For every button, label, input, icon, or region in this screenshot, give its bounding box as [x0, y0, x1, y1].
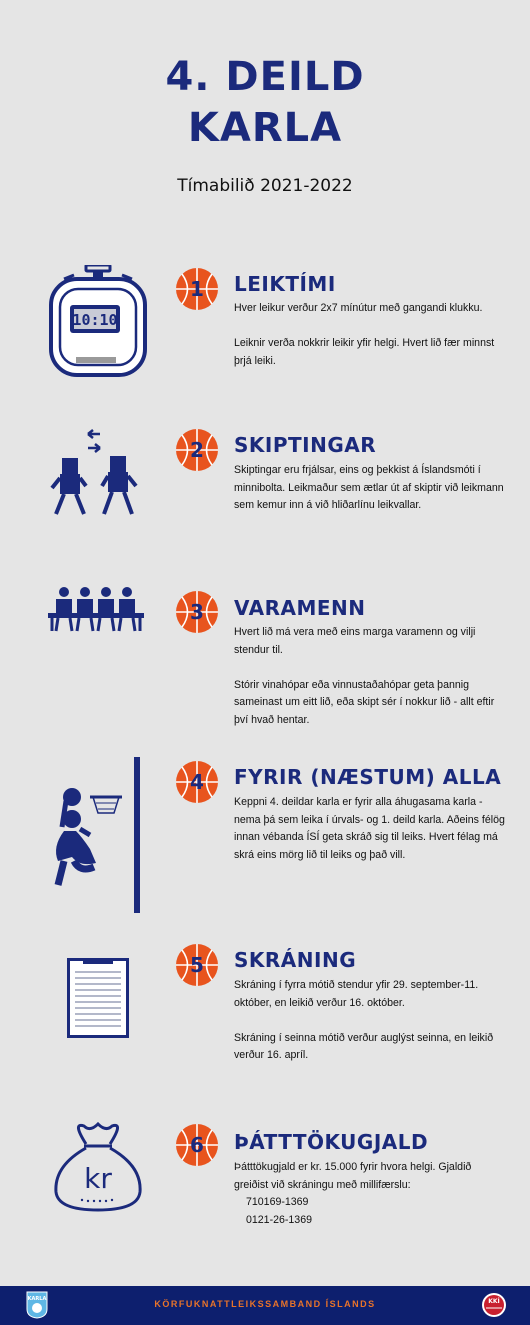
section-body [234, 300, 506, 370]
section-paragraph: Stórir vinahópar eða vinnustaðahópar geta þannig sameinast um eitt lið, eða skipt sér í nokkur lið - allt eftir því hvað hentar. [234, 678, 495, 726]
number-ball-2 [175, 428, 219, 472]
section-number: 1 [190, 277, 204, 301]
section-body [234, 624, 506, 729]
number-ball-3 [175, 590, 219, 634]
section-number: 2 [190, 438, 204, 462]
section-heading: ÞÁTTTÖKUGJALD [234, 1130, 429, 1154]
section-number: 6 [190, 1133, 204, 1157]
bench-players-icon [48, 585, 144, 633]
title-line-2: KARLA [187, 105, 343, 151]
karla-logo-text: KARLA [27, 1296, 47, 1302]
basketball-player-icon [50, 757, 142, 913]
section-body [234, 977, 506, 1065]
section-number: 3 [190, 600, 204, 624]
section-body [234, 1159, 506, 1229]
section-heading: LEIKTÍMI [234, 272, 336, 296]
season-subtitle: Tímabilið 2021-2022 [177, 176, 353, 196]
section-heading: FYRIR (NÆSTUM) ALLA [234, 765, 502, 789]
section-paragraph: Keppni 4. deildar karla er fyrir alla áhugasama karla - nema þá sem leika í úrvals- og 1. deild karla. Aðeins félög innan vébanda ÍSÍ geta skráð sig til leiks. Hvert félag má skrá eins mörg lið til leiks og það vill. [234, 796, 505, 861]
kki-logo [481, 1291, 507, 1319]
section-number: 5 [190, 953, 204, 977]
section-paragraph: Skráning í seinna mótið verður auglýst seinna, en leikið verður 16. apríl. [234, 1031, 494, 1061]
number-ball-4 [175, 760, 219, 804]
section-heading: SKRÁNING [234, 948, 357, 972]
footer-bar [0, 1286, 530, 1325]
section-paragraph: Hver leikur verður 2x7 mínútur með gangandi klukku. [234, 302, 483, 314]
section-paragraph: Þátttökugjald er kr. 15.000 fyrir hvora helgi. Gjaldið greiðist við skráningu með millifærslu: [234, 1161, 472, 1191]
footer-text: KÖRFUKNATTLEIKSSAMBAND ÍSLANDS [154, 1299, 376, 1309]
section-body [234, 794, 506, 864]
section-body [234, 462, 506, 515]
account-number: 710169-1369 [246, 1196, 309, 1208]
title-line-1: 4. DEILD [165, 54, 365, 100]
stopwatch-display-text: 10:10 [72, 311, 118, 329]
section-heading: SKIPTINGAR [234, 433, 377, 457]
currency-text: kr [84, 1162, 112, 1195]
section-heading: VARAMENN [234, 596, 366, 620]
kki-logo-text: KKÍ [488, 1298, 500, 1305]
account-number: 0121-26-1369 [246, 1213, 312, 1226]
number-ball-5 [175, 943, 219, 987]
stopwatch-icon [48, 265, 148, 377]
number-ball-6 [175, 1123, 219, 1167]
number-ball-1 [175, 267, 219, 311]
substitution-icon [48, 428, 143, 523]
section-paragraph: Hvert lið má vera með eins marga varamenn og vilji stendur til. [234, 626, 476, 656]
clipboard-icon [67, 958, 129, 1038]
money-bag-icon [50, 1120, 146, 1212]
section-number: 4 [190, 770, 204, 794]
section-paragraph: Skiptingar eru frjálsar, eins og þekkist á Íslandsmóti í minnibolta. Leikmaður sem ætlar út af skiptir við leikmann sem kemur inn á við hliðarlínu leikvallar. [234, 464, 504, 511]
section-paragraph: Leiknir verða nokkrir leikir yfir helgi. Hvert lið fær minnst þrjá leiki. [234, 337, 495, 367]
section-paragraph: Skráning í fyrra mótið stendur yfir 29. september-11. október, en leikið verður 16. október. [234, 979, 479, 1009]
